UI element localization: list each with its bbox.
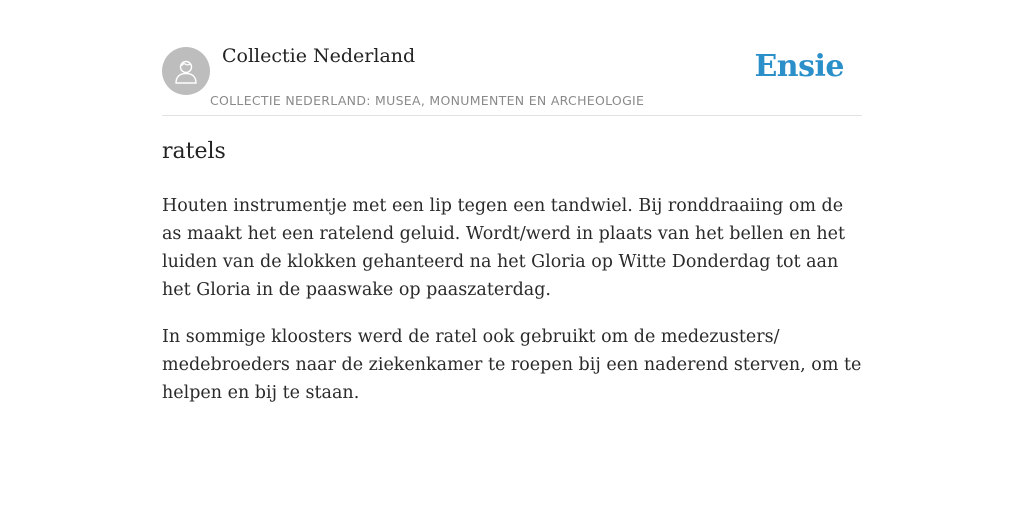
entry-card <box>162 0 862 403</box>
user-icon <box>171 56 201 86</box>
paragraph: In sommige kloosters werd de ratel ook gebruikt om de medezusters/ medebroeders naar de ziekenkamer te roepen bij een naderend sterven, om te helpen en bij te staan. <box>162 327 862 403</box>
avatar[interactable] <box>162 47 210 95</box>
source-subtitle: COLLECTIE NEDERLAND: MUSEA, MONUMENTEN EN ARCHEOLOGIE <box>210 93 645 108</box>
entry-title: ratels <box>162 139 226 164</box>
entry-header <box>162 0 862 116</box>
paragraph: Houten instrumentje met een lip tegen een tandwiel. Bij ronddraaiing om de as maakt het een ratelend geluid. Wordt/werd in plaats van het bellen en het luiden van de klokken gehanteerd na het Gloria op Witte Donderdag tot aan het Gloria in de paaswake op paaszaterdag. <box>162 196 846 300</box>
ensie-logo[interactable]: Ensie <box>754 49 844 84</box>
entry-body <box>162 192 862 426</box>
author-name[interactable]: Collectie Nederland <box>222 45 416 67</box>
